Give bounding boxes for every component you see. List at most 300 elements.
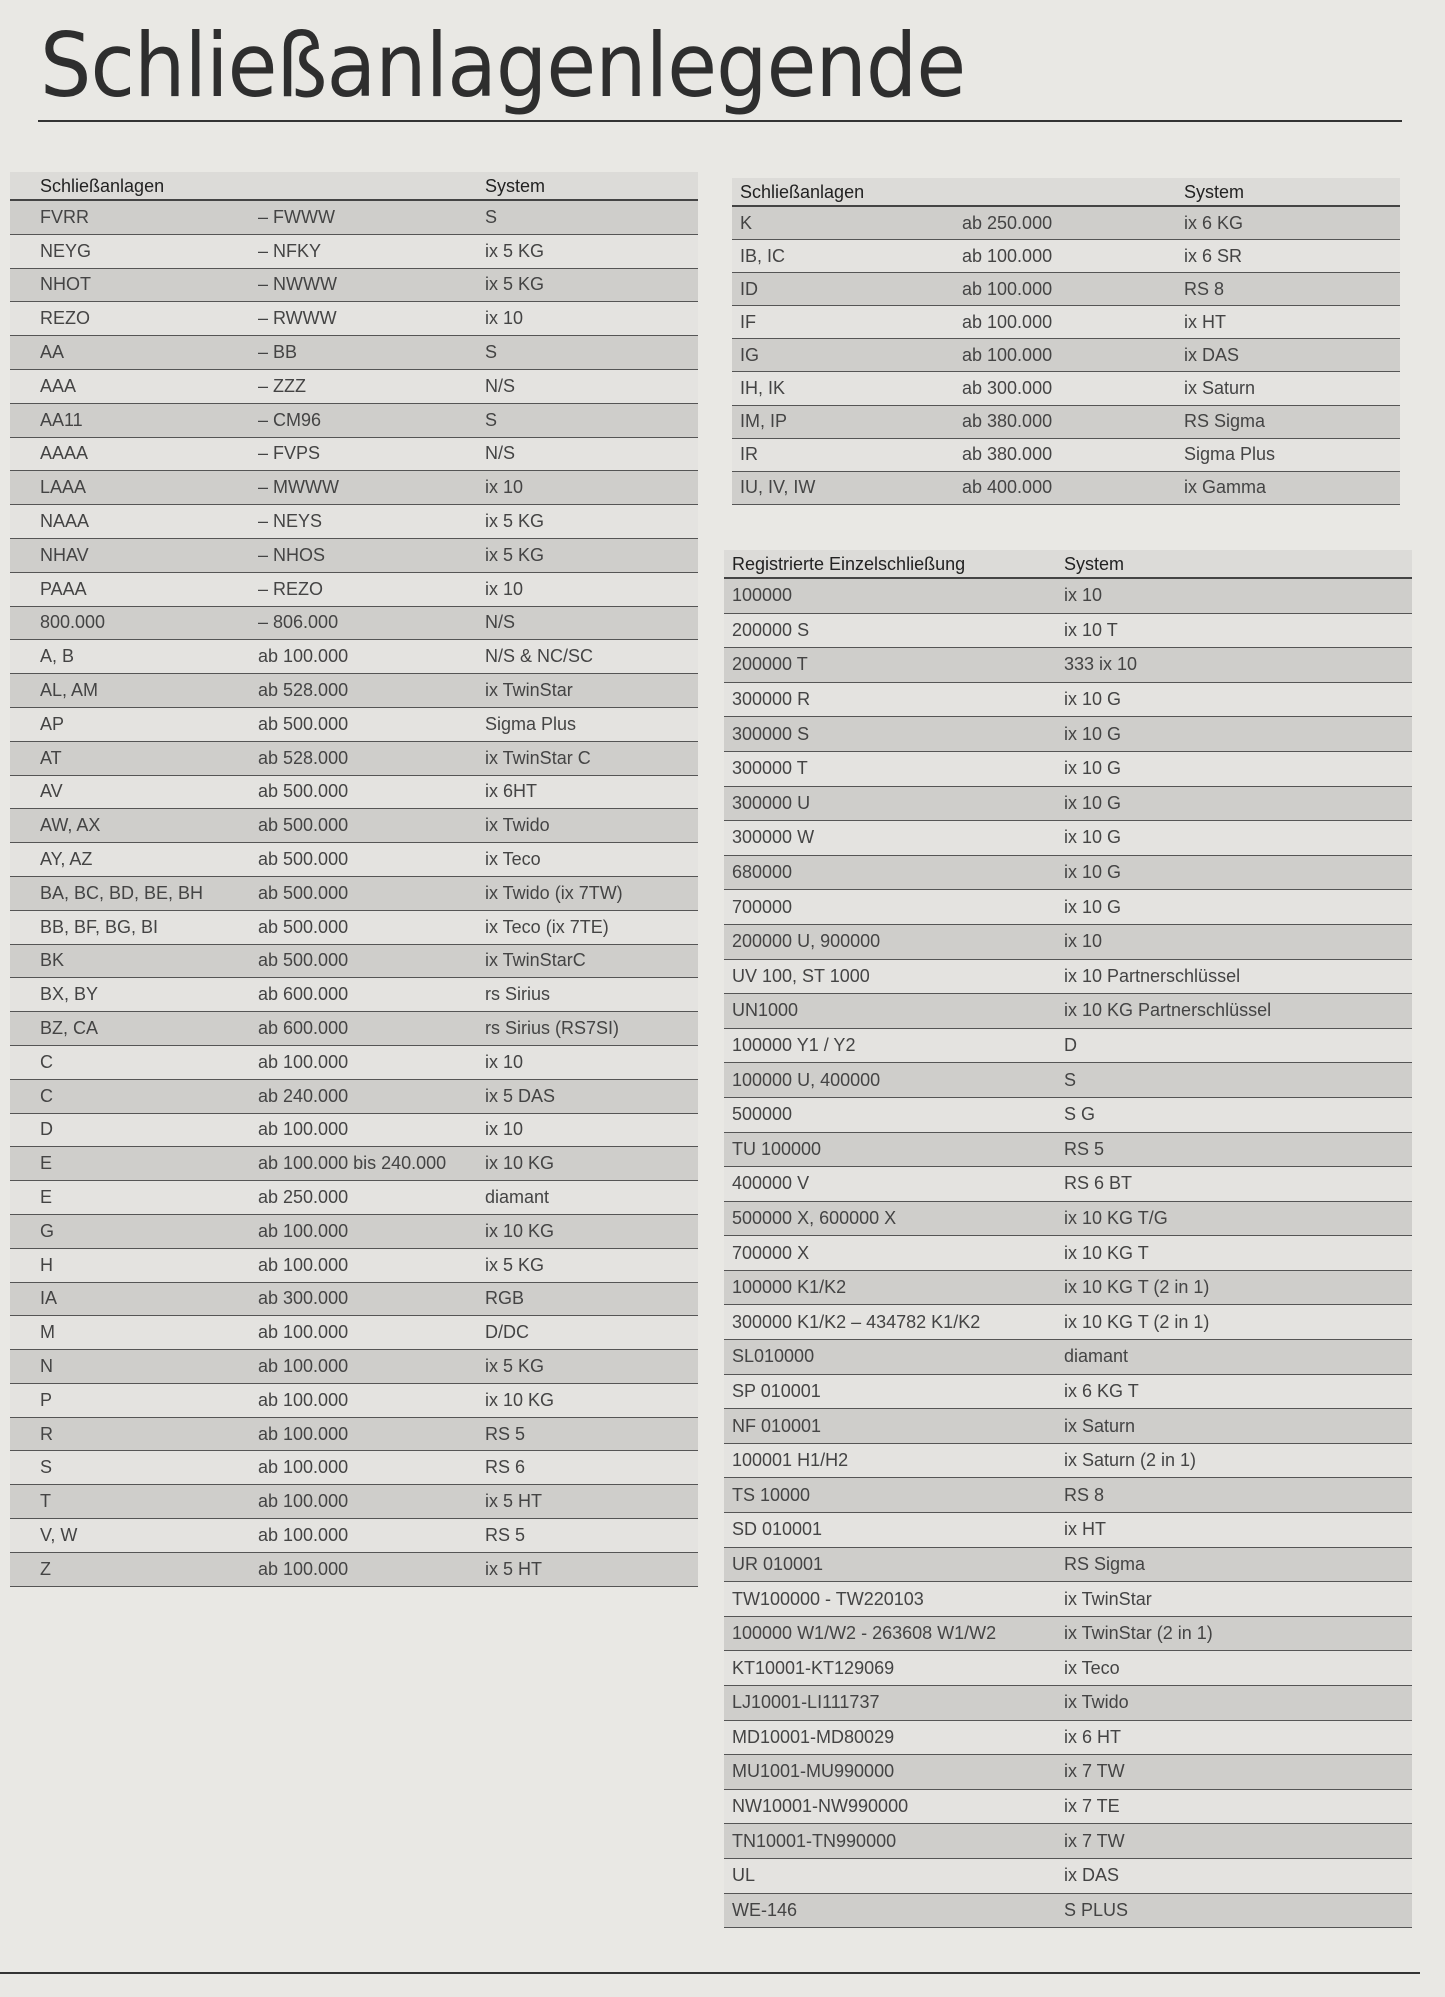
table-cell: ix Teco — [455, 843, 698, 877]
table-cell: ix 7 TW — [1056, 1755, 1412, 1790]
table-cell: BZ, CA — [10, 1012, 228, 1046]
table-cell: N — [10, 1350, 228, 1384]
table3-body — [724, 578, 1412, 1928]
table-cell: C — [10, 1079, 228, 1113]
table-cell: ix 10 — [455, 572, 698, 606]
table-row — [10, 268, 698, 302]
table-row — [724, 1063, 1412, 1098]
table-cell: RS 6 — [455, 1451, 698, 1485]
table-cell: 200000 T — [724, 648, 1056, 683]
table-cell: D/DC — [455, 1316, 698, 1350]
table-cell: Z — [10, 1552, 228, 1586]
table-cell: RS Sigma — [1176, 405, 1400, 438]
table-row — [724, 1513, 1412, 1548]
table-cell: UL — [724, 1858, 1056, 1893]
table-cell: ix Saturn — [1176, 372, 1400, 405]
table-cell: C — [10, 1045, 228, 1079]
table-cell: S G — [1056, 1097, 1412, 1132]
table-cell: ix 5 KG — [455, 268, 698, 302]
table-row — [724, 717, 1412, 752]
table-cell: rs Sirius — [455, 978, 698, 1012]
table-cell: NEYG — [10, 234, 228, 268]
table-cell: IM, IP — [732, 405, 954, 438]
table-cell: TN10001-TN990000 — [724, 1824, 1056, 1859]
table-cell: ix HT — [1176, 306, 1400, 339]
table-cell: 333 ix 10 — [1056, 648, 1412, 683]
table-cell: FVRR — [10, 200, 228, 234]
table-cell: ab 100.000 — [228, 1045, 455, 1079]
table-row — [724, 1374, 1412, 1409]
col-header-range — [954, 178, 1176, 206]
table-cell: 100000 U, 400000 — [724, 1063, 1056, 1098]
table-cell: N/S & NC/SC — [455, 640, 698, 674]
table-cell: 200000 S — [724, 613, 1056, 648]
table-row — [10, 674, 698, 708]
table-cell: – CM96 — [228, 403, 455, 437]
table-row — [724, 994, 1412, 1029]
table-cell: ix DAS — [1056, 1858, 1412, 1893]
table-cell: ab 250.000 — [228, 1181, 455, 1215]
table-cell: LAAA — [10, 471, 228, 505]
page-title: Schließanlagenlegende — [40, 14, 966, 117]
table-cell: ix Saturn (2 in 1) — [1056, 1443, 1412, 1478]
table-row — [724, 1167, 1412, 1202]
table-row — [724, 1201, 1412, 1236]
table-cell: ix 5 HT — [455, 1552, 698, 1586]
table-row — [10, 910, 698, 944]
table-cell: M — [10, 1316, 228, 1350]
table-cell: ab 500.000 — [228, 876, 455, 910]
table-cell: RS 8 — [1176, 273, 1400, 306]
table-row — [724, 1132, 1412, 1167]
table-cell: SP 010001 — [724, 1374, 1056, 1409]
table-cell: ix 10 — [1056, 578, 1412, 613]
table-cell: Sigma Plus — [455, 707, 698, 741]
table-cell: ix 10 KG T/G — [1056, 1201, 1412, 1236]
table-row — [724, 821, 1412, 856]
table-cell: ix Twido (ix 7TW) — [455, 876, 698, 910]
col-header-system: System — [1176, 178, 1400, 206]
table-cell: E — [10, 1181, 228, 1215]
locking-systems-table-left — [10, 172, 698, 1587]
table-cell: T — [10, 1485, 228, 1519]
table-row — [732, 471, 1400, 504]
table-cell: ix 10 G — [1056, 786, 1412, 821]
table-cell: ab 500.000 — [228, 910, 455, 944]
table-row — [10, 876, 698, 910]
table-cell: ix TwinStar — [1056, 1582, 1412, 1617]
title-divider — [38, 120, 1402, 122]
table-cell: AA11 — [10, 403, 228, 437]
table-cell: ix 7 TE — [1056, 1789, 1412, 1824]
col-header-range — [228, 172, 455, 200]
table-cell: RGB — [455, 1282, 698, 1316]
table-row — [724, 1616, 1412, 1651]
table-cell: 100001 H1/H2 — [724, 1443, 1056, 1478]
table-row — [724, 1651, 1412, 1686]
table-cell: AY, AZ — [10, 843, 228, 877]
table-cell: ix 5 DAS — [455, 1079, 698, 1113]
table-cell: ID — [732, 273, 954, 306]
table-cell: RS 8 — [1056, 1478, 1412, 1513]
table-cell: ix 10 KG Partnerschlüssel — [1056, 994, 1412, 1029]
col-header-registered: Registrierte Einzelschließung — [724, 550, 1056, 578]
table-cell: ix 6 KG — [1176, 206, 1400, 240]
table-cell: ix 10 — [455, 302, 698, 336]
table-cell: 100000 — [724, 578, 1056, 613]
table-cell: NHOT — [10, 268, 228, 302]
bottom-divider — [0, 1972, 1420, 1974]
table-cell: AL, AM — [10, 674, 228, 708]
table-cell: NHAV — [10, 538, 228, 572]
table-cell: AT — [10, 741, 228, 775]
table-cell: D — [1056, 1028, 1412, 1063]
table-cell: ab 100.000 — [228, 1552, 455, 1586]
table-row — [10, 1451, 698, 1485]
table-cell: ix Teco (ix 7TE) — [455, 910, 698, 944]
table-cell: SD 010001 — [724, 1513, 1056, 1548]
table-cell: ab 100.000 — [954, 240, 1176, 273]
table-row — [10, 1350, 698, 1384]
table-cell: ix 10 KG T (2 in 1) — [1056, 1270, 1412, 1305]
table-cell: AP — [10, 707, 228, 741]
table-cell: ix Gamma — [1176, 471, 1400, 504]
table-cell: AA — [10, 336, 228, 370]
table-cell: 680000 — [724, 855, 1056, 890]
table-cell: ix 10 — [1056, 924, 1412, 959]
table-row — [724, 1236, 1412, 1271]
table-cell: S — [10, 1451, 228, 1485]
table-row — [10, 809, 698, 843]
table-cell: ix 6 SR — [1176, 240, 1400, 273]
table-cell: MU1001-MU990000 — [724, 1755, 1056, 1790]
table-cell: E — [10, 1147, 228, 1181]
table-row — [724, 1443, 1412, 1478]
table-cell: 300000 W — [724, 821, 1056, 856]
table-cell: ix 10 G — [1056, 717, 1412, 752]
table-row — [724, 682, 1412, 717]
table-row — [10, 437, 698, 471]
table-cell: PAAA — [10, 572, 228, 606]
table-row — [10, 1282, 698, 1316]
table-row — [724, 578, 1412, 613]
table-cell: RS 5 — [455, 1417, 698, 1451]
table-row — [10, 741, 698, 775]
table-cell: IB, IC — [732, 240, 954, 273]
table-row — [10, 1079, 698, 1113]
table-cell: BX, BY — [10, 978, 228, 1012]
table-cell: RS Sigma — [1056, 1547, 1412, 1582]
table-cell: ab 100.000 — [228, 1113, 455, 1147]
table-cell: IR — [732, 438, 954, 471]
table-row — [724, 924, 1412, 959]
table-cell: ix 5 KG — [455, 234, 698, 268]
table-cell: MD10001-MD80029 — [724, 1720, 1056, 1755]
table-row — [10, 369, 698, 403]
table-cell: ab 100.000 — [228, 1316, 455, 1350]
table-cell: 500000 X, 600000 X — [724, 1201, 1056, 1236]
table-cell: TS 10000 — [724, 1478, 1056, 1513]
table-cell: rs Sirius (RS7SI) — [455, 1012, 698, 1046]
table-cell: ix Twido — [1056, 1686, 1412, 1721]
table-cell: ix 10 KG — [455, 1214, 698, 1248]
table-cell: ix Saturn — [1056, 1409, 1412, 1444]
table-cell: ix TwinStar C — [455, 741, 698, 775]
table-cell: AW, AX — [10, 809, 228, 843]
registered-single-locks-table — [724, 550, 1412, 1928]
table-cell: ix 5 KG — [455, 505, 698, 539]
table-row — [724, 959, 1412, 994]
table-cell: ab 100.000 — [228, 1350, 455, 1384]
table-row — [10, 403, 698, 437]
table-cell: S — [455, 200, 698, 234]
table-cell: ix 10 G — [1056, 751, 1412, 786]
table-cell: ab 100.000 — [954, 273, 1176, 306]
table-cell: – FWWW — [228, 200, 455, 234]
table-cell: IU, IV, IW — [732, 471, 954, 504]
table-cell: ix 10 T — [1056, 613, 1412, 648]
table-cell: 300000 R — [724, 682, 1056, 717]
table-row — [724, 1858, 1412, 1893]
table-cell: ix 10 G — [1056, 855, 1412, 890]
table-row — [724, 1305, 1412, 1340]
table-cell: ab 100.000 bis 240.000 — [228, 1147, 455, 1181]
table-row — [10, 302, 698, 336]
table-cell: ix 10 KG T — [1056, 1236, 1412, 1271]
table-cell: ab 250.000 — [954, 206, 1176, 240]
table-cell: ab 100.000 — [228, 1485, 455, 1519]
table-cell: ab 380.000 — [954, 438, 1176, 471]
table-cell: 700000 — [724, 890, 1056, 925]
table-cell: 300000 K1/K2 – 434782 K1/K2 — [724, 1305, 1056, 1340]
table-cell: Sigma Plus — [1176, 438, 1400, 471]
table-row — [10, 843, 698, 877]
table-row — [10, 1045, 698, 1079]
table-cell: ix Teco — [1056, 1651, 1412, 1686]
table-cell: ix 10 KG — [455, 1147, 698, 1181]
table-cell: ix 5 KG — [455, 1248, 698, 1282]
table-cell: ix 10 — [455, 1113, 698, 1147]
table-cell: 100000 W1/W2 - 263608 W1/W2 — [724, 1616, 1056, 1651]
table-cell: KT10001-KT129069 — [724, 1651, 1056, 1686]
table-cell: ab 100.000 — [228, 1214, 455, 1248]
table-cell: ix 6 KG T — [1056, 1374, 1412, 1409]
table-row — [10, 1519, 698, 1553]
table-cell: – NWWW — [228, 268, 455, 302]
table-row — [10, 1147, 698, 1181]
table-row — [10, 1113, 698, 1147]
table-cell: AAAA — [10, 437, 228, 471]
table-cell: NAAA — [10, 505, 228, 539]
table-cell: ab 380.000 — [954, 405, 1176, 438]
table-cell: UR 010001 — [724, 1547, 1056, 1582]
table-cell: – MWWW — [228, 471, 455, 505]
table-row — [724, 890, 1412, 925]
table-cell: ix TwinStar (2 in 1) — [1056, 1616, 1412, 1651]
table-cell: 700000 X — [724, 1236, 1056, 1271]
table-cell: ix Twido — [455, 809, 698, 843]
table-row — [724, 1789, 1412, 1824]
table-cell: ab 100.000 — [954, 339, 1176, 372]
table-cell: 300000 U — [724, 786, 1056, 821]
table-cell: S PLUS — [1056, 1893, 1412, 1928]
table-cell: A, B — [10, 640, 228, 674]
table-cell: ix 10 KG — [455, 1383, 698, 1417]
table-row — [724, 855, 1412, 890]
table-cell: – 806.000 — [228, 606, 455, 640]
table-row — [724, 1720, 1412, 1755]
table-cell: NF 010001 — [724, 1409, 1056, 1444]
table-cell: TW100000 - TW220103 — [724, 1582, 1056, 1617]
table-row — [724, 1409, 1412, 1444]
table-cell: TU 100000 — [724, 1132, 1056, 1167]
table-cell: – NFKY — [228, 234, 455, 268]
table-cell: ix 6 HT — [1056, 1720, 1412, 1755]
table-cell: ix 5 KG — [455, 1350, 698, 1384]
table-cell: – BB — [228, 336, 455, 370]
table-cell: N/S — [455, 606, 698, 640]
table-cell: – RWWW — [228, 302, 455, 336]
table-cell: ab 500.000 — [228, 707, 455, 741]
table-cell: ix 5 KG — [455, 538, 698, 572]
table-cell: AAA — [10, 369, 228, 403]
table-cell: – NEYS — [228, 505, 455, 539]
table-row — [724, 613, 1412, 648]
table-cell: ab 400.000 — [954, 471, 1176, 504]
table-cell: ab 500.000 — [228, 843, 455, 877]
table-cell: UN1000 — [724, 994, 1056, 1029]
table-cell: S — [1056, 1063, 1412, 1098]
table-cell: – ZZZ — [228, 369, 455, 403]
table-cell: ab 100.000 — [228, 1248, 455, 1282]
table-cell: ab 500.000 — [228, 775, 455, 809]
table-row — [10, 572, 698, 606]
table-cell: 100000 Y1 / Y2 — [724, 1028, 1056, 1063]
table-row — [724, 1097, 1412, 1132]
table-cell: UV 100, ST 1000 — [724, 959, 1056, 994]
table-row — [724, 1270, 1412, 1305]
table-row — [732, 306, 1400, 339]
table-cell: LJ10001-LI111737 — [724, 1686, 1056, 1721]
table-cell: ab 100.000 — [228, 1417, 455, 1451]
table-row — [724, 1340, 1412, 1375]
table-cell: ix 10 KG T (2 in 1) — [1056, 1305, 1412, 1340]
table-cell: ab 100.000 — [228, 1383, 455, 1417]
table-cell: 300000 S — [724, 717, 1056, 752]
table-cell: ab 528.000 — [228, 674, 455, 708]
table-cell: R — [10, 1417, 228, 1451]
table-cell: 500000 — [724, 1097, 1056, 1132]
table-cell: ab 300.000 — [228, 1282, 455, 1316]
table-cell: S — [455, 336, 698, 370]
table-row — [10, 1316, 698, 1350]
table-cell: ab 100.000 — [228, 640, 455, 674]
table-row — [732, 206, 1400, 240]
table-row — [10, 471, 698, 505]
table-cell: N/S — [455, 369, 698, 403]
table-cell: ab 600.000 — [228, 978, 455, 1012]
table-cell: G — [10, 1214, 228, 1248]
col-header-systems: Schließanlagen — [732, 178, 954, 206]
table-row — [10, 538, 698, 572]
table-cell: diamant — [455, 1181, 698, 1215]
table-cell: AV — [10, 775, 228, 809]
table-row — [732, 405, 1400, 438]
table-row — [10, 1485, 698, 1519]
table-cell: IF — [732, 306, 954, 339]
table-cell: RS 5 — [1056, 1132, 1412, 1167]
table-cell: RS 6 BT — [1056, 1167, 1412, 1202]
table-row — [732, 372, 1400, 405]
table-row — [724, 1824, 1412, 1859]
table-row — [10, 1181, 698, 1215]
table-cell: ix 10 — [455, 471, 698, 505]
table-cell: ab 100.000 — [954, 306, 1176, 339]
table-row — [724, 1582, 1412, 1617]
table-row — [732, 438, 1400, 471]
table-cell: IA — [10, 1282, 228, 1316]
table-cell: ab 600.000 — [228, 1012, 455, 1046]
table-row — [10, 200, 698, 234]
table-cell: ix 7 TW — [1056, 1824, 1412, 1859]
table-row — [10, 707, 698, 741]
table-row — [732, 339, 1400, 372]
table-cell: ab 500.000 — [228, 809, 455, 843]
table-cell: D — [10, 1113, 228, 1147]
table-row — [10, 606, 698, 640]
table-row — [732, 240, 1400, 273]
table-row — [10, 775, 698, 809]
table-row — [724, 1755, 1412, 1790]
table-row — [10, 640, 698, 674]
table-row — [724, 1028, 1412, 1063]
table-row — [724, 1478, 1412, 1513]
table-cell: ab 500.000 — [228, 944, 455, 978]
table-cell: K — [732, 206, 954, 240]
table-row — [724, 1686, 1412, 1721]
table-cell: diamant — [1056, 1340, 1412, 1375]
table2-body — [732, 206, 1400, 504]
table-row — [10, 1214, 698, 1248]
table-cell: IG — [732, 339, 954, 372]
table-cell: V, W — [10, 1519, 228, 1553]
table-row — [732, 273, 1400, 306]
table-cell: ix 10 G — [1056, 890, 1412, 925]
table-cell: ab 240.000 — [228, 1079, 455, 1113]
table-row — [10, 505, 698, 539]
col-header-system: System — [455, 172, 698, 200]
table-cell: – REZO — [228, 572, 455, 606]
col-header-systems: Schließanlagen — [10, 172, 228, 200]
table-cell: ab 100.000 — [228, 1451, 455, 1485]
table-cell: ix 10 — [455, 1045, 698, 1079]
table-cell: ix HT — [1056, 1513, 1412, 1548]
table-cell: ab 528.000 — [228, 741, 455, 775]
table-cell: WE-146 — [724, 1893, 1056, 1928]
table-cell: ab 300.000 — [954, 372, 1176, 405]
table-cell: ix DAS — [1176, 339, 1400, 372]
table-cell: REZO — [10, 302, 228, 336]
table-cell: ix 10 G — [1056, 682, 1412, 717]
table-row — [724, 786, 1412, 821]
table-row — [10, 944, 698, 978]
table-row — [724, 1547, 1412, 1582]
table-cell: ix 10 Partnerschlüssel — [1056, 959, 1412, 994]
table-cell: ix 5 HT — [455, 1485, 698, 1519]
table-row — [10, 234, 698, 268]
table-cell: ix TwinStarC — [455, 944, 698, 978]
table-cell: 800.000 — [10, 606, 228, 640]
